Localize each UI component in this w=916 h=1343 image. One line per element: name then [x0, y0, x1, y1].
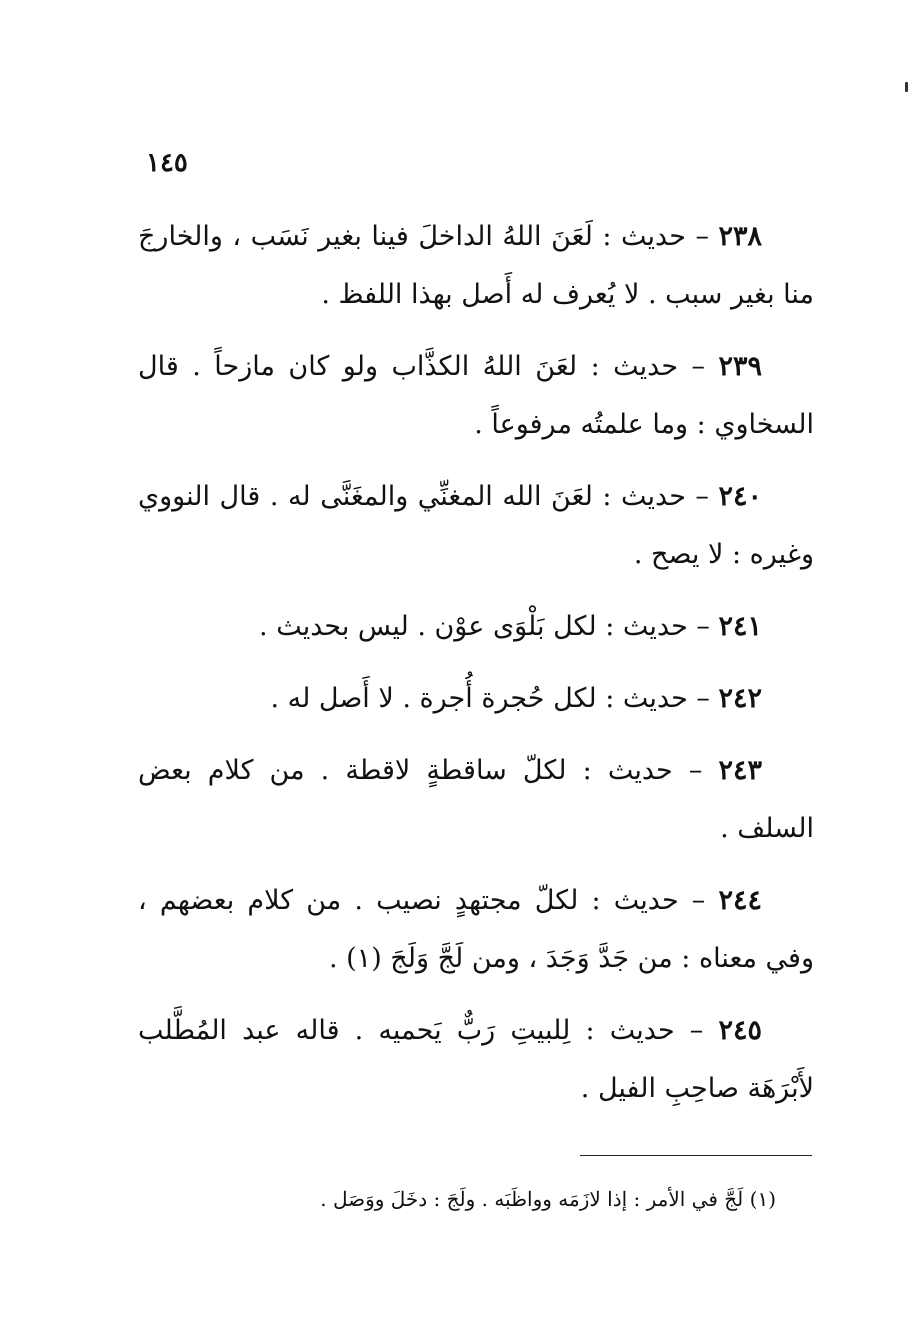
page-number: ١٤٥	[146, 148, 188, 178]
entry-number: ٢٣٩	[718, 351, 762, 382]
entry-text: – حديث : لكلّ ساقطةٍ لاقطة . من كلام بعض السلف .	[138, 755, 814, 844]
entry-number: ٢٤٥	[718, 1015, 762, 1046]
footnote: (١) لَجَّ في الأمر : إذا لازَمَه وواظَبَه . ولَجَ : دخَلَ ووَصَل .	[320, 1187, 776, 1211]
hadith-list	[138, 208, 814, 1132]
entry-text: – حديث : لَعَنَ اللهُ الداخلَ فينا بغير نَسَب ، والخارجَ منا بغير سبب . لا يُعرف له أَصل بهذا اللفظ .	[138, 221, 814, 310]
hadith-entry	[138, 670, 814, 728]
hadith-entry	[138, 468, 814, 584]
hadith-entry	[138, 872, 814, 988]
entry-text: – حديث : لعَنَ اللهُ الكذَّاب ولو كان مازحاً . قال السخاوي : وما علمتُه مرفوعاً .	[138, 351, 814, 440]
entry-number: ٢٤٢	[718, 683, 762, 714]
entry-text: – حديث : لكل حُجرة أُجرة . لا أَصل له .	[270, 683, 710, 714]
entry-number: ٢٤٠	[718, 481, 762, 512]
entry-text: – حديث : لكل بَلْوَى عوْن . ليس بحديث .	[259, 611, 710, 642]
entry-number: ٢٤١	[718, 611, 762, 642]
scan-mark	[905, 82, 908, 92]
hadith-entry	[138, 338, 814, 454]
entry-text: – حديث : لعَنَ الله المغنِّي والمغَنَّى له . قال النووي وغيره : لا يصح .	[138, 481, 814, 570]
hadith-entry	[138, 598, 814, 656]
entry-number: ٢٣٨	[718, 221, 762, 252]
entry-text: – حديث : لكلّ مجتهدٍ نصيب . من كلام بعضهم ، وفي معناه : من جَدَّ وَجَدَ ، ومن لَجَّ وَلَجَ (١) .	[138, 885, 814, 974]
entry-number: ٢٤٤	[718, 885, 762, 916]
hadith-entry	[138, 1002, 814, 1118]
hadith-entry	[138, 742, 814, 858]
entry-text: – حديث : لِلبيتِ رَبٌّ يَحميه . قاله عبد المُطَّلب لأَبْرَهَة صاحِبِ الفيل .	[138, 1015, 814, 1104]
footnote-divider	[580, 1155, 812, 1156]
entry-number: ٢٤٣	[718, 755, 762, 786]
hadith-entry	[138, 208, 814, 324]
